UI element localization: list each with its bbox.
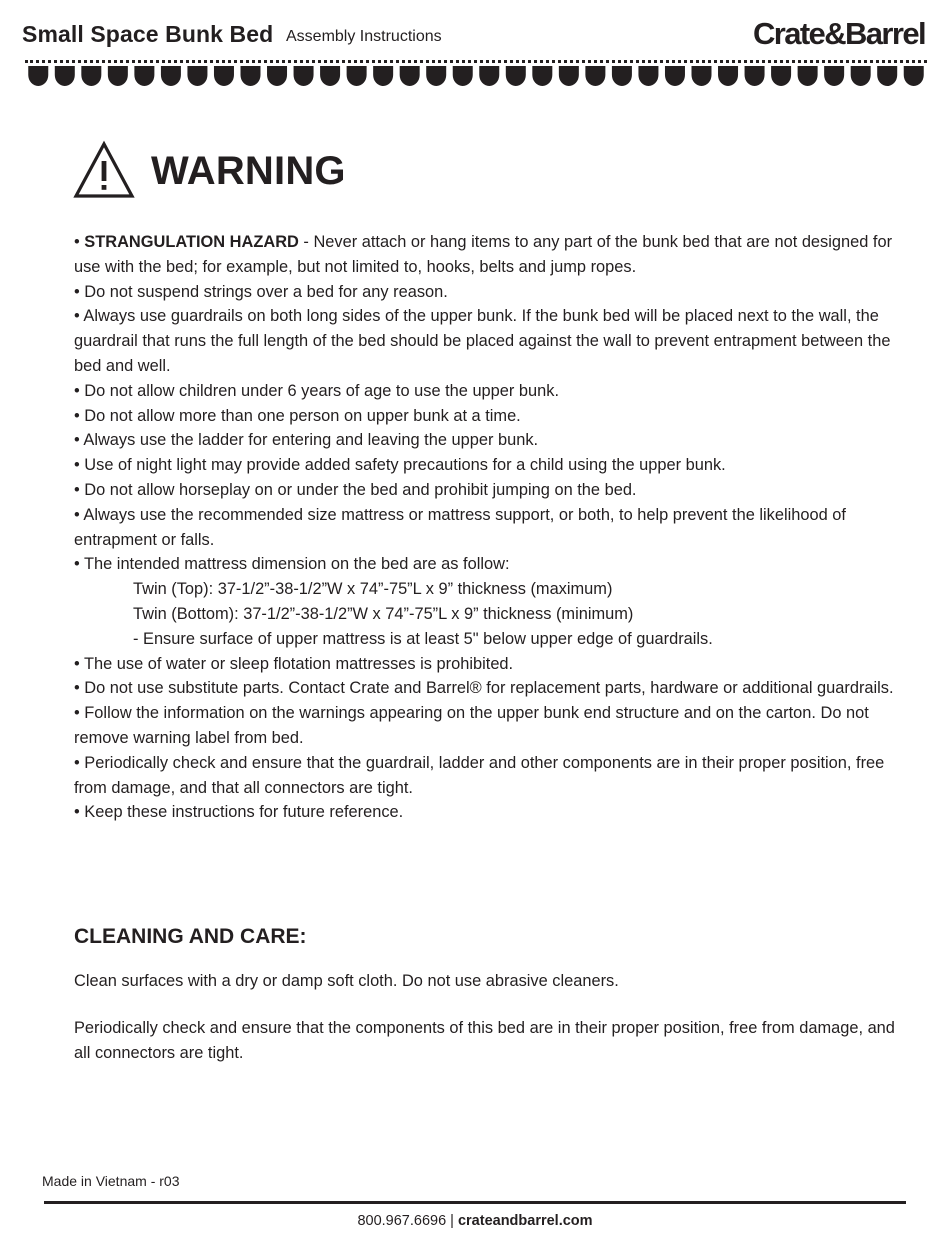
warning-item — [74, 800, 904, 825]
scallop-shape — [241, 66, 261, 86]
scallop-shape — [28, 66, 48, 86]
warning-triangle-icon — [73, 140, 135, 200]
scallop-shape — [81, 66, 101, 86]
made-in-label: Made in Vietnam - r03 — [42, 1173, 180, 1189]
scallop-shape — [373, 66, 393, 86]
warning-text: Do not suspend strings over a bed for any reason. — [84, 282, 448, 301]
warning-item — [74, 701, 904, 751]
dotted-divider — [25, 60, 927, 63]
warning-text: - Ensure surface of upper mattress is at least 5" below upper edge of guardrails. — [133, 629, 713, 648]
warning-title: WARNING — [151, 149, 346, 193]
bullet-glyph: • — [74, 505, 84, 524]
brand-logo: Crate&Barrel — [752, 16, 925, 51]
bullet-glyph: • — [74, 753, 85, 772]
scallop-shape — [479, 66, 499, 86]
warning-text: - Never attach or hang items to any part of the bunk bed that are not designed for use with the bed; for example, but not limited to, hooks, belts and jump ropes. — [74, 233, 893, 276]
warning-item — [74, 627, 904, 652]
scallop-shape — [294, 66, 314, 86]
page-footer — [0, 1213, 950, 1229]
warning-text: Do not allow children under 6 years of age to use the upper bunk. — [84, 381, 560, 400]
footer-separator: | — [446, 1213, 458, 1229]
warning-item — [74, 602, 904, 627]
bullet-glyph: • — [74, 307, 84, 326]
warning-text: Always use the recommended size mattress or mattress support, or both, to help prevent the likelihood of entrapment or falls. — [74, 505, 846, 549]
bullet-glyph: • — [74, 456, 85, 475]
scallop-shape — [559, 66, 579, 86]
warning-text: Do not allow horseplay on or under the bed and prohibit jumping on the bed. — [84, 480, 637, 499]
warning-text: The intended mattress dimension on the bed are as follow: — [84, 555, 510, 574]
scallop-shape — [214, 66, 234, 86]
warning-item — [74, 280, 904, 305]
scallop-shape — [187, 66, 207, 86]
scallop-shape — [532, 66, 552, 86]
scallop-shape — [161, 66, 181, 86]
scallop-shape — [612, 66, 632, 86]
scallop-shape — [267, 66, 287, 86]
warning-text: Periodically check and ensure that the guardrail, ladder and other components are in their proper position, free from damage, and that all connectors are tight. — [74, 753, 885, 797]
warning-text: Follow the information on the warnings appearing on the upper bunk end structure and on the carton. Do not remove warning label from bed. — [74, 704, 869, 747]
scallop-border — [25, 66, 927, 88]
warning-item — [74, 751, 904, 801]
scallop-shape — [506, 66, 526, 86]
bullet-glyph: • — [74, 803, 85, 822]
scallop-shape — [320, 66, 340, 86]
scallop-shape — [638, 66, 658, 86]
care-paragraph: Periodically check and ensure that the components of this bed are in their proper position, free from damage, and all connectors are tight. — [74, 1019, 895, 1062]
scallop-shape — [798, 66, 818, 86]
scallop-shape — [851, 66, 871, 86]
warning-text: Always use guardrails on both long sides of the upper bunk. If the bunk bed will be placed next to the wall, the guardrail that runs the full length of the bed should be placed against the wall to prevent entrapment between the bed and well. — [74, 307, 891, 375]
footer-divider — [44, 1201, 906, 1204]
bullet-glyph: • — [74, 431, 84, 450]
warning-text: Twin (Top): 37-1/2”-38-1/2”W x 74”-75”L x 9” thickness (maximum) — [133, 580, 613, 599]
scallop-shape — [585, 66, 605, 86]
warning-item — [74, 404, 904, 429]
bullet-glyph: • — [74, 654, 84, 673]
warning-item — [74, 652, 904, 677]
warning-text: Keep these instructions for future reference. — [84, 803, 404, 822]
bullet-glyph: • — [74, 233, 85, 251]
warning-list — [74, 230, 904, 825]
warning-item — [74, 503, 904, 553]
bullet-glyph: • — [74, 704, 85, 723]
care-paragraph: Clean surfaces with a dry or damp soft cloth. Do not use abrasive cleaners. — [74, 972, 619, 990]
hazard-label: STRANGULATION HAZARD — [84, 233, 299, 251]
warning-heading — [73, 140, 493, 202]
warning-item — [74, 478, 904, 503]
warning-item — [74, 577, 904, 602]
scallop-shape — [771, 66, 791, 86]
scallop-shape — [108, 66, 128, 86]
scallop-shape — [400, 66, 420, 86]
scallop-shape — [55, 66, 75, 86]
care-heading: CLEANING AND CARE: — [74, 925, 307, 948]
document-subtitle: Assembly Instructions — [286, 28, 442, 45]
warning-item — [74, 230, 904, 280]
bullet-glyph: • — [74, 282, 85, 301]
scallop-shape — [745, 66, 765, 86]
scallop-shape — [347, 66, 367, 86]
bullet-glyph: • — [74, 406, 85, 425]
bullet-glyph: • — [74, 381, 85, 400]
phone-number: 800.967.6696 — [357, 1213, 447, 1229]
warning-text: Do not allow more than one person on upper bunk at a time. — [84, 406, 521, 425]
website-link[interactable]: crateandbarrel.com — [457, 1213, 593, 1229]
bullet-glyph: • — [74, 679, 85, 698]
warning-text: Use of night light may provide added safety precautions for a child using the upper bunk. — [84, 456, 726, 475]
warning-text: The use of water or sleep flotation mattresses is prohibited. — [84, 654, 514, 673]
warning-text: Do not use substitute parts. Contact Crate and Barrel® for replacement parts, hardware or additional guardrails. — [84, 679, 894, 698]
bullet-glyph: • — [74, 555, 84, 574]
scallop-shape — [692, 66, 712, 86]
scallop-shape — [453, 66, 473, 86]
warning-text: Always use the ladder for entering and leaving the upper bunk. — [83, 431, 539, 450]
scallop-shape — [426, 66, 446, 86]
scallop-shape — [877, 66, 897, 86]
document-title: Small Space Bunk Bed — [22, 21, 274, 47]
scallop-shape — [665, 66, 685, 86]
warning-item — [74, 428, 904, 453]
scallop-shape — [904, 66, 924, 86]
warning-text: Twin (Bottom): 37-1/2”-38-1/2”W x 74”-75”L x 9” thickness (minimum) — [133, 604, 634, 623]
page-header — [0, 0, 950, 95]
warning-item — [74, 304, 904, 378]
scallop-shape — [134, 66, 154, 86]
warning-item — [74, 552, 904, 577]
warning-item — [74, 453, 904, 478]
bullet-glyph: • — [74, 480, 85, 499]
scallop-shape — [718, 66, 738, 86]
warning-item — [74, 676, 904, 701]
warning-item — [74, 379, 904, 404]
scallop-shape — [824, 66, 844, 86]
